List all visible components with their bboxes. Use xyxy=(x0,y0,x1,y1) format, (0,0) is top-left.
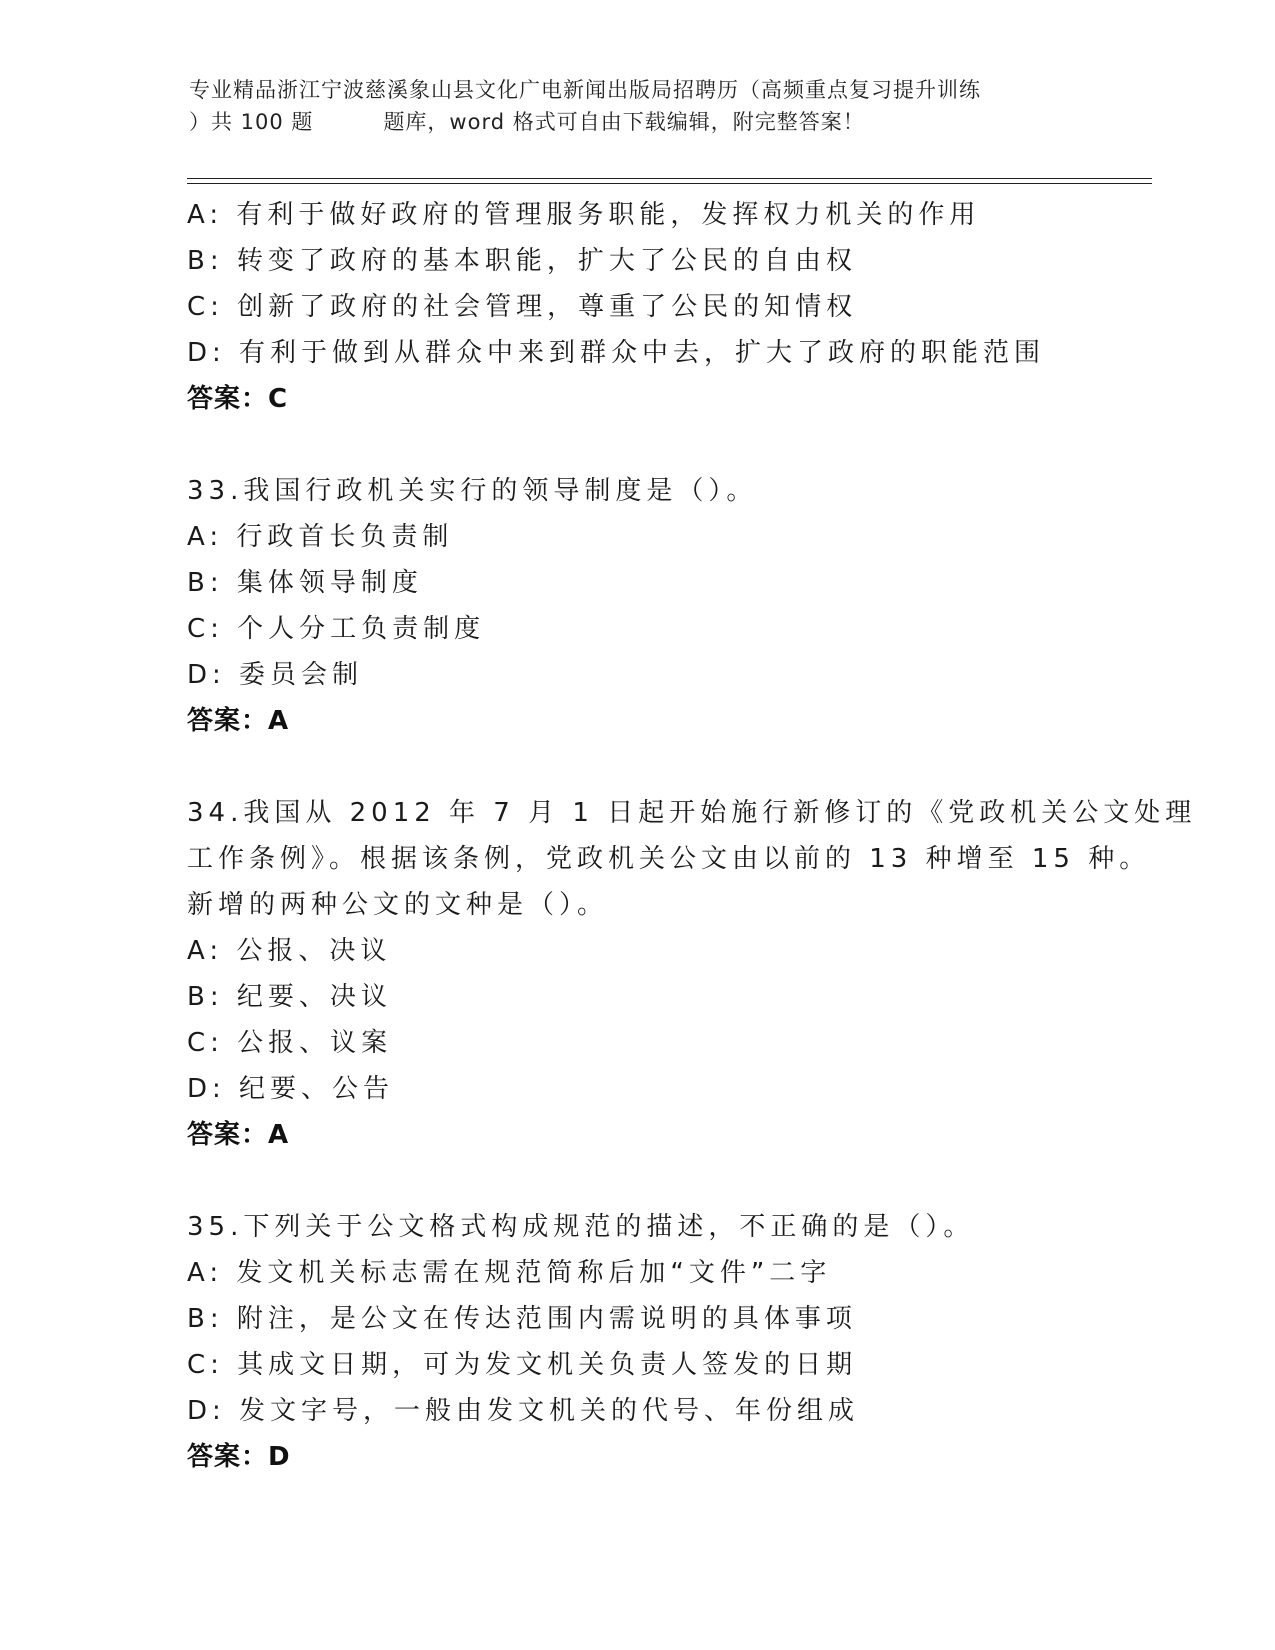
option-d: D: 有利于做到从群众中来到群众中去，扩大了政府的职能范围 xyxy=(187,338,1046,368)
option-b: B: 集体领导制度 xyxy=(187,568,423,598)
option-c: C: 创新了政府的社会管理，尊重了公民的知情权 xyxy=(187,292,858,322)
answer: 答案：C xyxy=(187,384,289,414)
option-d: D: 发文字号，一般由发文机关的代号、年份组成 xyxy=(187,1396,860,1426)
header-count: ）共 100 题 xyxy=(189,110,314,134)
question-34 xyxy=(187,790,1197,1158)
answer: 答案：D xyxy=(187,1442,291,1472)
answer: 答案：A xyxy=(187,706,290,736)
option-d: D: 委员会制 xyxy=(187,660,364,690)
option-c: C: 公报、议案 xyxy=(187,1028,393,1058)
answer: 答案：A xyxy=(187,1120,290,1150)
question-stem-line-3: 新增的两种公文的文种是（）。 xyxy=(187,890,609,920)
question-stem: 35.下列关于公文格式构成规范的描述，不正确的是（）。 xyxy=(187,1212,975,1242)
page-header xyxy=(189,74,1089,138)
option-c: C: 其成文日期，可为发文机关负责人签发的日期 xyxy=(187,1350,858,1380)
option-a: A: 行政首长负责制 xyxy=(187,522,454,552)
header-subtitle: 题库，word 格式可自由下载编辑，附完整答案！ xyxy=(383,110,865,134)
question-33 xyxy=(187,468,1147,744)
option-d: D: 纪要、公告 xyxy=(187,1074,395,1104)
option-a: A: 公报、决议 xyxy=(187,936,392,966)
question-stem-line-1: 34.我国从 2012 年 7 月 1 日起开始施行新修订的《党政机关公文处理 xyxy=(187,798,1197,828)
option-a: A: 发文机关标志需在规范简称后加“文件”二字 xyxy=(187,1258,832,1288)
option-b: B: 转变了政府的基本职能，扩大了公民的自由权 xyxy=(187,246,857,276)
option-b: B: 纪要、决议 xyxy=(187,982,392,1012)
header-title-line-2 xyxy=(189,106,1089,138)
option-c: C: 个人分工负责制度 xyxy=(187,614,486,644)
question-list xyxy=(187,192,1197,1480)
question-35 xyxy=(187,1204,1147,1480)
header-divider-bottom xyxy=(187,183,1152,184)
question-stem-line-2: 工作条例》。根据该条例，党政机关公文由以前的 13 种增至 15 种。 xyxy=(187,844,1151,874)
option-b: B: 附注，是公文在传达范围内需说明的具体事项 xyxy=(187,1304,857,1334)
option-a: A: 有利于做好政府的管理服务职能，发挥权力机关的作用 xyxy=(187,200,981,230)
header-title-line-1: 专业精品浙江宁波慈溪象山县文化广电新闻出版局招聘历（高频重点复习提升训练 xyxy=(189,78,981,102)
question-stem: 33.我国行政机关实行的领导制度是（）。 xyxy=(187,476,758,506)
header-divider-top xyxy=(187,178,1152,179)
question-32 xyxy=(187,192,1147,422)
